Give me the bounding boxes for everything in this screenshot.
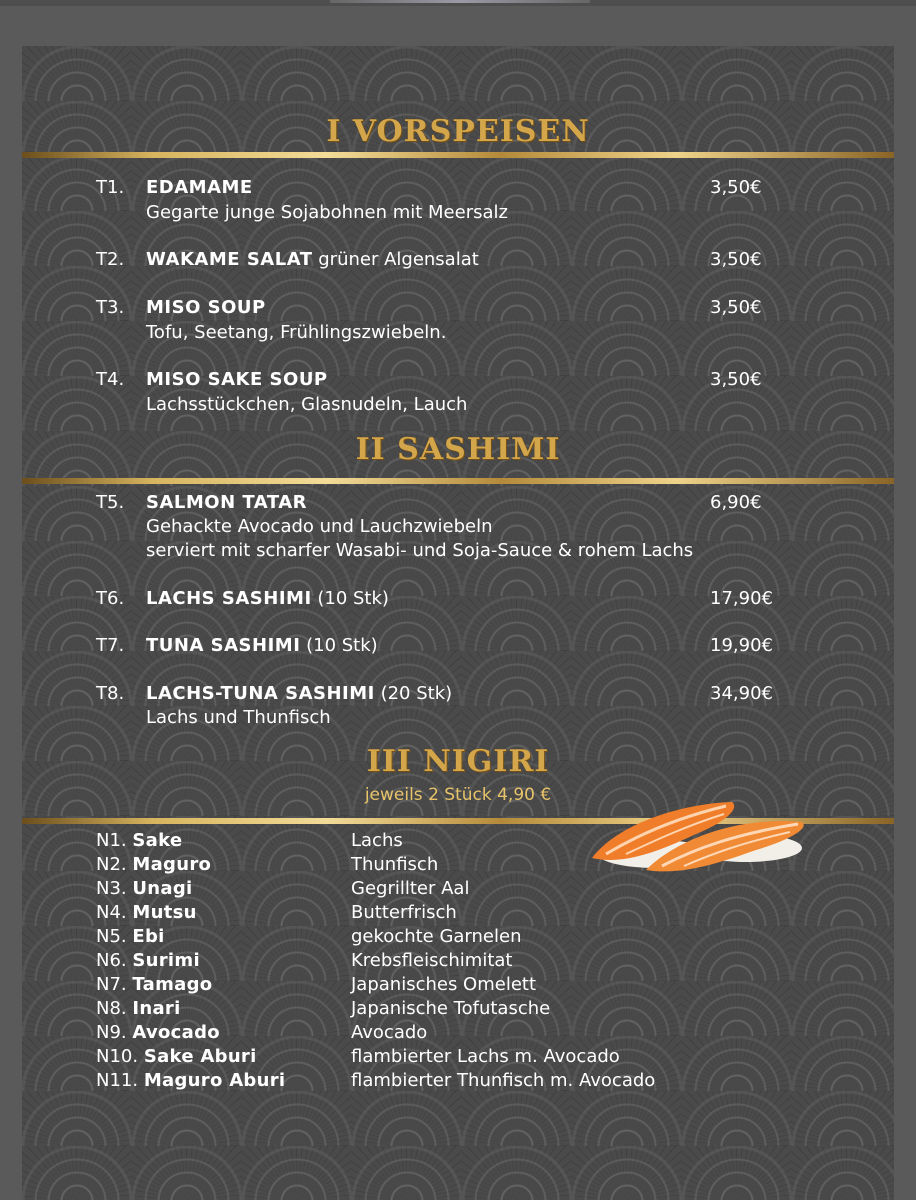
- nigiri-item-n8: N8. Inari: [96, 998, 181, 1019]
- nigiri-desc-n2: Thunfisch: [351, 854, 439, 875]
- nigiri-desc-n6: Krebsfleischimitat: [351, 950, 513, 971]
- item-description: Lachsstückchen, Glasnudeln, Lauch: [146, 394, 468, 415]
- item-code: T7.: [96, 635, 125, 656]
- nigiri-item-n2: N2. Maguro: [96, 854, 212, 875]
- item-price: 17,90€: [710, 588, 773, 609]
- nigiri-item-n7: N7. Tamago: [96, 974, 213, 995]
- item-description: Tofu, Seetang, Frühlingszwiebeln.: [146, 322, 447, 343]
- item-price: 34,90€: [710, 683, 773, 704]
- section-title-nigiri: III NIGIRI: [366, 744, 550, 779]
- nigiri-desc-n11: flambierter Thunfisch m. Avocado: [351, 1070, 656, 1091]
- item-price: 6,90€: [710, 492, 762, 513]
- nigiri-desc-n1: Lachs: [351, 830, 403, 851]
- item-code: T3.: [96, 297, 125, 318]
- top-bar-highlight: [330, 0, 590, 3]
- salmon-nigiri-image: [586, 796, 812, 878]
- item-price: 3,50€: [710, 177, 762, 198]
- item-code: T6.: [96, 588, 125, 609]
- item-name: WAKAME SALAT grüner Algensalat: [146, 249, 479, 270]
- gold-divider: [22, 152, 894, 158]
- gold-divider: [22, 478, 894, 484]
- nigiri-desc-n7: Japanisches Omelett: [351, 974, 537, 995]
- item-description: Lachs und Thunfisch: [146, 707, 331, 728]
- nigiri-desc-n8: Japanische Tofutasche: [351, 998, 551, 1019]
- nigiri-desc-n4: Butterfrisch: [351, 902, 457, 923]
- item-code: T8.: [96, 683, 125, 704]
- top-bar: [0, 0, 916, 6]
- item-code: T4.: [96, 369, 125, 390]
- item-name: LACHS SASHIMI (10 Stk): [146, 588, 389, 609]
- nigiri-item-n1: N1. Sake: [96, 830, 183, 851]
- item-code: T1.: [96, 177, 125, 198]
- item-name: MISO SAKE SOUP: [146, 369, 328, 390]
- item-name: TUNA SASHIMI (10 Stk): [146, 635, 378, 656]
- nigiri-item-n4: N4. Mutsu: [96, 902, 197, 923]
- item-name: EDAMAME: [146, 177, 253, 198]
- item-code: T5.: [96, 492, 125, 513]
- nigiri-desc-n10: flambierter Lachs m. Avocado: [351, 1046, 620, 1067]
- nigiri-desc-n5: gekochte Garnelen: [351, 926, 522, 947]
- item-price: 3,50€: [710, 297, 762, 318]
- item-price: 19,90€: [710, 635, 773, 656]
- item-code: T2.: [96, 249, 125, 270]
- item-price: 3,50€: [710, 369, 762, 390]
- nigiri-item-n3: N3. Unagi: [96, 878, 193, 899]
- item-description: Gegarte junge Sojabohnen mit Meersalz: [146, 202, 508, 223]
- item-name: MISO SOUP: [146, 297, 266, 318]
- item-description: serviert mit scharfer Wasabi- und Soja-Sauce & rohem Lachs: [146, 540, 694, 561]
- nigiri-subtitle: jeweils 2 Stück 4,90 €: [364, 785, 552, 805]
- item-description: Gehackte Avocado und Lauchzwiebeln: [146, 516, 493, 537]
- nigiri-item-n6: N6. Surimi: [96, 950, 200, 971]
- item-name: LACHS-TUNA SASHIMI (20 Stk): [146, 683, 453, 704]
- section-title-sashimi: II SASHIMI: [355, 432, 561, 467]
- nigiri-item-n5: N5. Ebi: [96, 926, 165, 947]
- item-name: SALMON TATAR: [146, 492, 307, 513]
- nigiri-item-n10: N10. Sake Aburi: [96, 1046, 257, 1067]
- section-title-vorspeisen: I VORSPEISEN: [326, 114, 590, 149]
- nigiri-desc-n3: Gegrillter Aal: [351, 878, 470, 899]
- item-price: 3,50€: [710, 249, 762, 270]
- nigiri-item-n9: N9. Avocado: [96, 1022, 220, 1043]
- nigiri-item-n11: N11. Maguro Aburi: [96, 1070, 286, 1091]
- nigiri-desc-n9: Avocado: [351, 1022, 428, 1043]
